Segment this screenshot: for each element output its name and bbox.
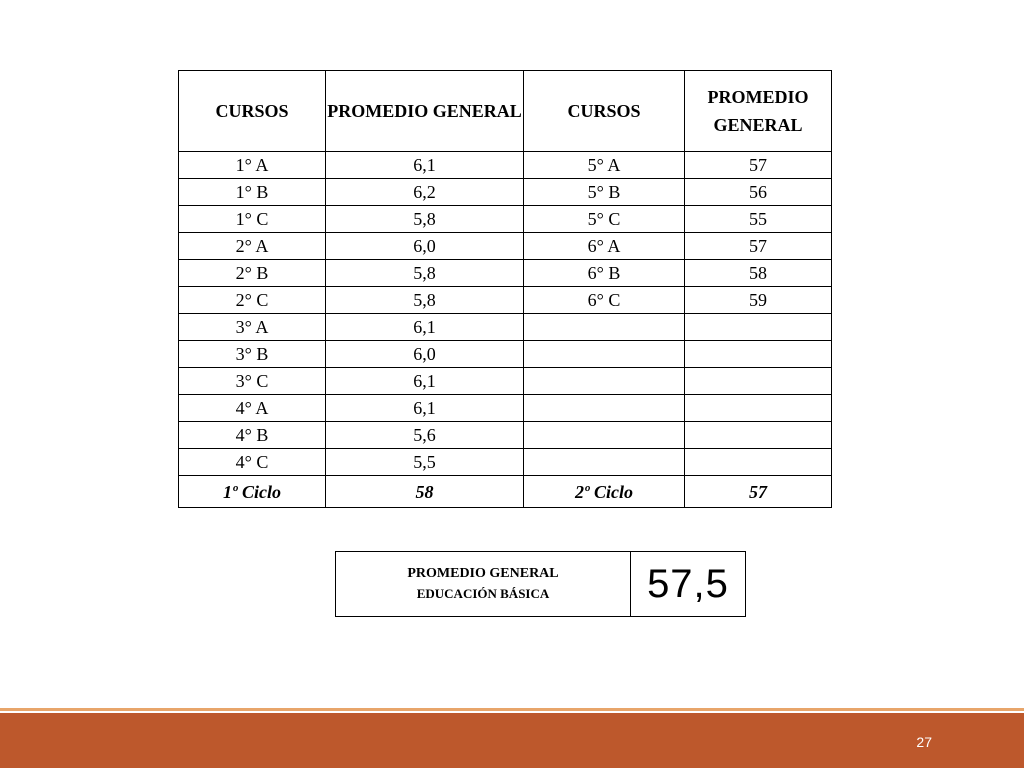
table-cell: 4° B (179, 422, 326, 449)
table-cell: 57 (685, 233, 832, 260)
table-row (179, 287, 832, 314)
table-cell: 6,0 (326, 341, 524, 368)
table-cell: 56 (685, 179, 832, 206)
table-cell: 55 (685, 206, 832, 233)
table-row (179, 233, 832, 260)
table-cell: 4° C (179, 449, 326, 476)
table-footer-cell: 58 (326, 476, 524, 508)
table-cell: 6,2 (326, 179, 524, 206)
table-row (179, 449, 832, 476)
table-row (179, 179, 832, 206)
table-cell (685, 422, 832, 449)
table-cell: 5° B (524, 179, 685, 206)
table-cell: 2° B (179, 260, 326, 287)
table-row (179, 152, 832, 179)
table-footer-cell: 2º Ciclo (524, 476, 685, 508)
table-cell: 6° C (524, 287, 685, 314)
table-cell: 5,6 (326, 422, 524, 449)
table-cell (524, 314, 685, 341)
table-cell: 1° B (179, 179, 326, 206)
general-average-box (335, 551, 746, 617)
general-average-label-line1: PROMEDIO GENERAL (407, 566, 559, 581)
table-row (179, 260, 832, 287)
table-cell: 6° A (524, 233, 685, 260)
table-header-row (179, 71, 832, 152)
table-cell (685, 395, 832, 422)
general-average-label (336, 552, 631, 616)
table-row (179, 368, 832, 395)
table-cell: 5,8 (326, 287, 524, 314)
table-cell: 2° A (179, 233, 326, 260)
table-cell: 57 (685, 152, 832, 179)
table-cell: 6,1 (326, 395, 524, 422)
table-cell (524, 341, 685, 368)
table-row (179, 395, 832, 422)
table-cell (524, 395, 685, 422)
table-cell (685, 449, 832, 476)
table-footer-row (179, 476, 832, 508)
table-cell: 3° A (179, 314, 326, 341)
table-cell: 59 (685, 287, 832, 314)
table-cell: 6° B (524, 260, 685, 287)
table-cell: 5° C (524, 206, 685, 233)
table-cell: 1° A (179, 152, 326, 179)
table-cell (524, 449, 685, 476)
table-cell: 2° C (179, 287, 326, 314)
table-cell: 6,1 (326, 368, 524, 395)
table-cell: 5,5 (326, 449, 524, 476)
table-cell (685, 341, 832, 368)
footer-accent-line (0, 708, 1024, 711)
table-row (179, 314, 832, 341)
table-row (179, 422, 832, 449)
averages-table (178, 70, 832, 508)
table-footer-cell: 1º Ciclo (179, 476, 326, 508)
general-average-label-line2: EDUCACIÓN BÁSICA (416, 586, 550, 601)
table-cell: 3° C (179, 368, 326, 395)
table-cell: 58 (685, 260, 832, 287)
table-cell: 1° C (179, 206, 326, 233)
header-cursos-1: CURSOS (179, 71, 326, 152)
table-cell: 6,1 (326, 314, 524, 341)
header-cursos-2: CURSOS (524, 71, 685, 152)
table-cell (685, 314, 832, 341)
table-cell: 5,8 (326, 206, 524, 233)
table-cell: 6,0 (326, 233, 524, 260)
header-promedio-2: PROMEDIO GENERAL (685, 71, 832, 152)
page-number: 27 (916, 734, 932, 750)
table-cell: 3° B (179, 341, 326, 368)
table-cell: 5,8 (326, 260, 524, 287)
header-promedio-1: PROMEDIO GENERAL (326, 71, 524, 152)
general-average-value: 57,5 (647, 561, 729, 606)
table-cell: 6,1 (326, 152, 524, 179)
table-row (179, 206, 832, 233)
table-cell (524, 368, 685, 395)
table-footer-cell: 57 (685, 476, 832, 508)
table-cell (524, 422, 685, 449)
table-cell: 5° A (524, 152, 685, 179)
footer-bar (0, 713, 1024, 768)
table-cell (685, 368, 832, 395)
table-cell: 4° A (179, 395, 326, 422)
table-row (179, 341, 832, 368)
